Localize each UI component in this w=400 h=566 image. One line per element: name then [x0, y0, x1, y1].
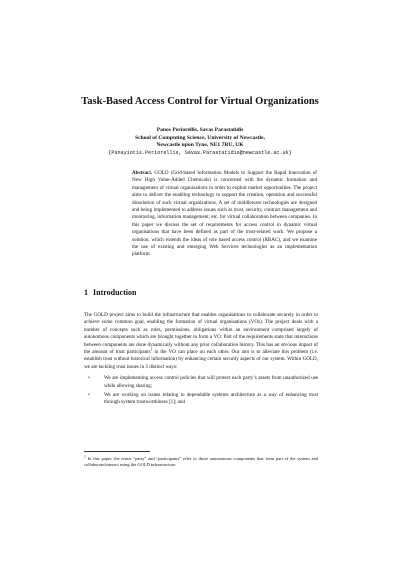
bullet-icon: • — [88, 392, 90, 399]
paragraph-text-b: in the VO can place on each other. Our aim is to alleviate this problem (i.e. establish trust without historical information) by enhancing certain security aspects of our system. Within GOLD, we are tackling trust issues in 3 distinct ways: — [84, 349, 318, 370]
affiliation-line-1: School of Computing Science, University of Newcastle, — [135, 134, 265, 141]
author-email: {Panayiotis.Periorellis, Savas.Parastatidis@newcastle.ac.uk} — [108, 149, 292, 156]
footnote-reference: 1 — [150, 347, 153, 352]
section-heading — [84, 288, 136, 297]
paragraph-text-a: The GOLD project aims to build the infrastructure that enables organisations to collaborate securely in order to achieve some common goal, enabling the formation of virtual organisations (VOs). The project deals with a number of concepts such as roles, permissions, obligations within an environment comprised largely of autonomous components which are brought together to form a VO. Part of the requirements state that interactions between components are done dynamically without any prior collaboration history. This has an obvious impact of the amount of trust participants — [84, 312, 318, 356]
author-block — [0, 127, 400, 157]
author-names: Panos Periorellis, Savas Parastatidis — [156, 127, 244, 133]
bullet-text: We are working on issues relating to dependable systems architecture as a way of enhancing trust through system trustworthiness [1]; and — [104, 392, 318, 406]
section-title: Introduction — [93, 288, 137, 297]
footnote-marker: 1 — [84, 454, 86, 459]
bullet-item — [84, 375, 318, 390]
intro-paragraph — [84, 312, 318, 371]
abstract — [132, 170, 317, 259]
bullet-text: We are implementing access control policies that will protect each party’s assets from unauthorized use while allowing sharing; — [104, 375, 318, 389]
abstract-label: Abstract. — [132, 170, 153, 176]
affiliation-line-2: Newcastle upon Tyne, NE1 7RU, UK — [156, 142, 244, 149]
bullet-icon: • — [88, 375, 90, 382]
bullet-list — [84, 375, 318, 407]
paper-title: Task-Based Access Control for Virtual Organizations — [81, 96, 319, 107]
bullet-item — [84, 392, 318, 407]
section-number: 1 — [84, 288, 88, 297]
footnote — [84, 456, 318, 469]
abstract-text: GOLD (Grid-based Information Models to Support the Rapid Innovation of New High Value-Added Chemicals) is concerned with the dynamic formation and management of virtual organizations in order to exploit market opportunities. The project aims to deliver the enabling technology to support the creation, operation and successful dissolution of such virtual organizations. A set of middleware technologies are designed and being implemented to address issues such as trust, security, contract management and monitoring, information management, etc. for virtual collaboration between companies. In this paper we discuss the set of requirements for access control in dynamic virtual organisations that have been defined as part of the trust-related work. We propose a solution, which extends the ideas of role based access control (RBAC), and we examine the use of existing and emerging Web Services technologies as an implementation platform. — [132, 170, 317, 258]
section-body — [84, 312, 318, 409]
footnote-text: In this paper, the terms “party” and “participants” refer to those autonomous components that form part of the system and collaborate/interact using the GOLD infrastructure. — [84, 456, 318, 468]
footnote-divider — [84, 451, 150, 452]
